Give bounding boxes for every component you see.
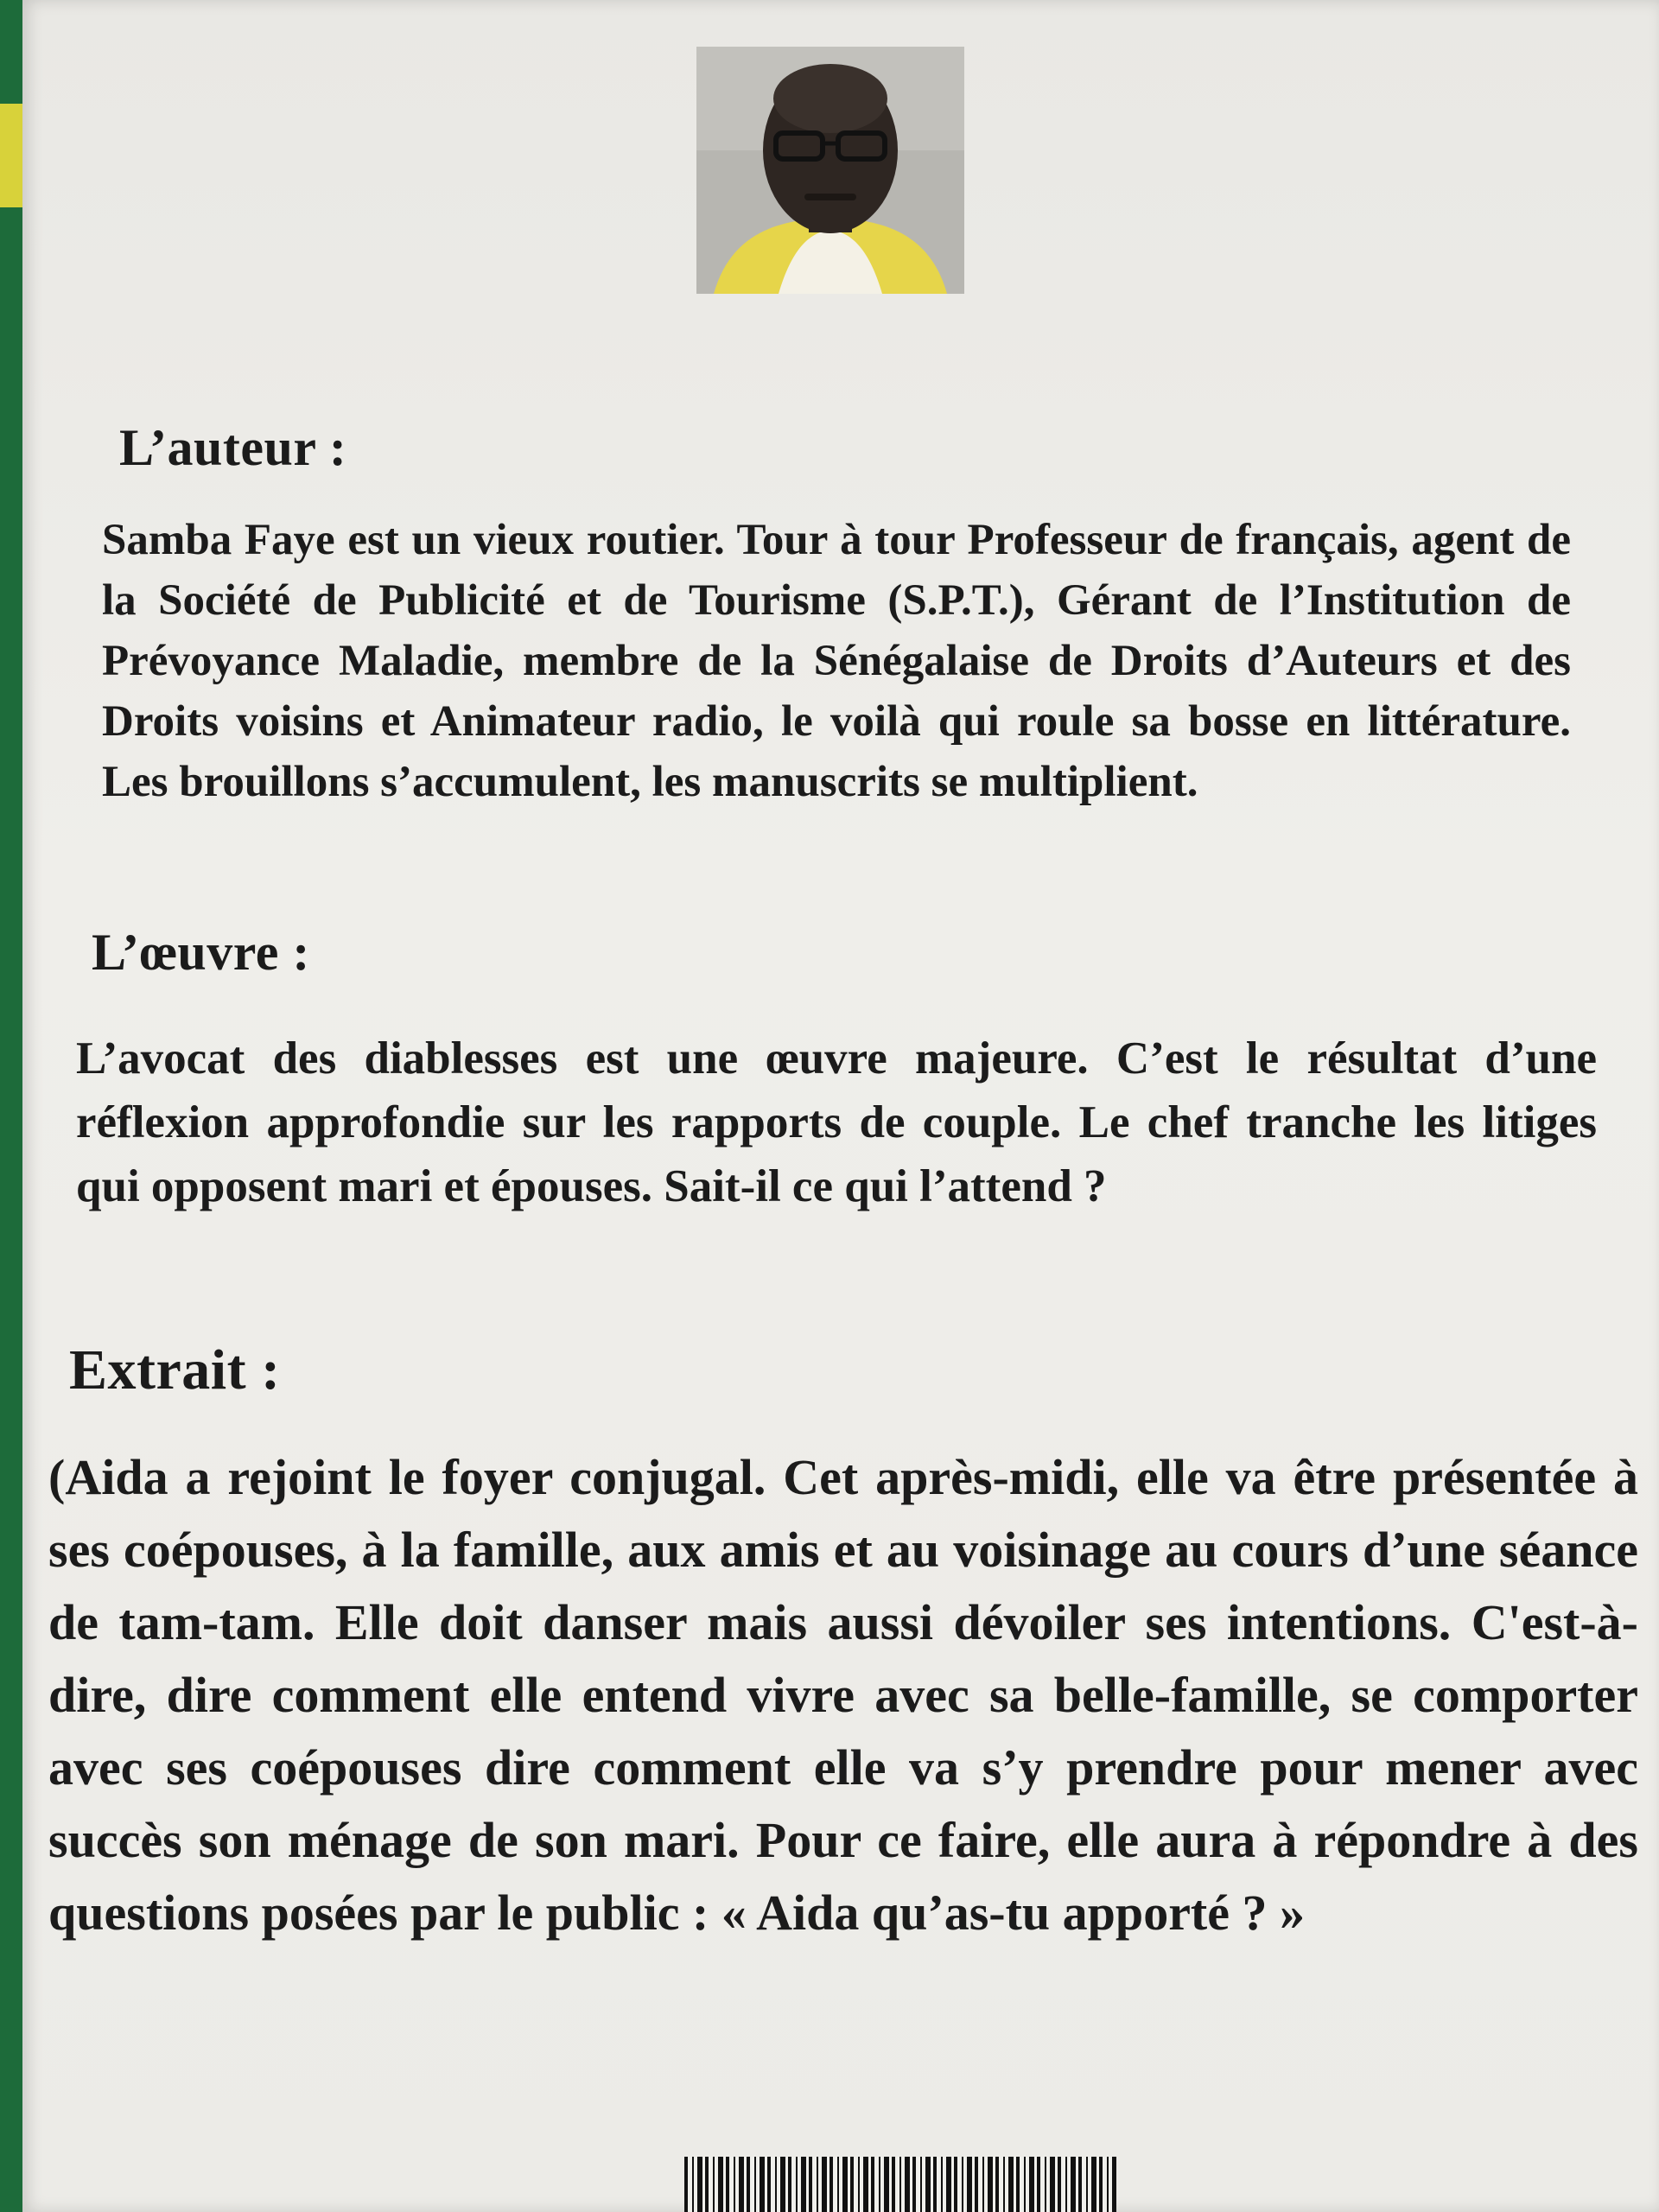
author-biography: Samba Faye est un vieux routier. Tour à tour Professeur de français, agent de la Société de Publicité et de Tourisme (S.P.T.), Gérant de l’Institution de Prévoyance Maladie, membre de la Sénégalaise de Droits d’Auteurs et des Droits voisins et Animateur radio, le voilà qui roule sa bosse en littérature. Les brouillons s’accumulent, les manuscrits se multiplient. xyxy=(102,516,1571,806)
excerpt-text: (Aida a rejoint le foyer conjugal. Cet après-midi, elle va être présentée à ses coépouses, à la famille, aux amis et au voisinage au cours d’une séance de tam-tam. Elle doit danser mais aussi dévoiler ses intentions. C'est-à-dire, dire comment elle entend vivre avec sa belle-famille, se comporter avec ses coépouses dire comment elle va s’y prendre pour mener avec succès son ménage de son mari. Pour ce faire, elle aura à répondre à des questions posées par le public : « Aida qu’as-tu apporté ? » xyxy=(48,1449,1638,1941)
work-summary: L’avocat des diablesses est une œuvre majeure. C’est le résultat d’une réflexion approfondie sur les rapports de couple. Le chef tranche les litiges qui opposent mari et épouses. Sait-il ce qui l’attend ? xyxy=(76,1033,1597,1211)
author-portrait-icon xyxy=(696,47,964,294)
excerpt-heading: Extrait : xyxy=(69,1338,281,1402)
author-portrait-photo xyxy=(696,47,964,294)
barcode-icon xyxy=(684,2157,1116,2212)
work-heading: L’œuvre : xyxy=(92,924,310,981)
author-heading: L’auteur : xyxy=(119,419,347,476)
